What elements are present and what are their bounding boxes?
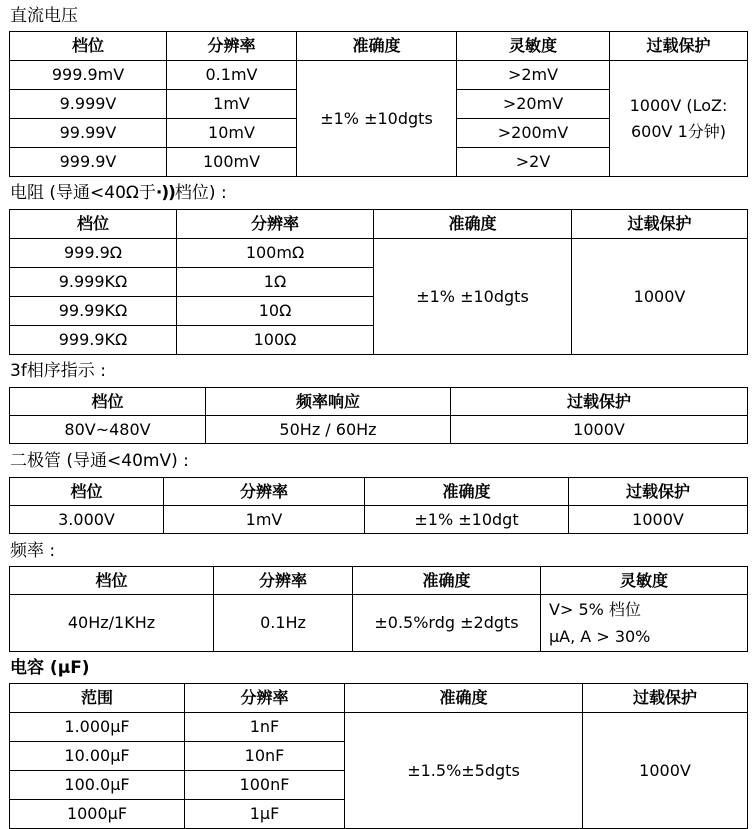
dcv-header-range: 档位 bbox=[10, 32, 167, 61]
res-table bbox=[9, 209, 748, 355]
dcv-sensitivity: >200mV bbox=[457, 119, 610, 148]
phase-table bbox=[9, 387, 748, 444]
table-row bbox=[10, 713, 748, 742]
dcv-resolution: 10mV bbox=[167, 119, 297, 148]
phase-header-overload: 过载保护 bbox=[451, 388, 748, 416]
freq-sensitivity-line: μA, A > 30% bbox=[549, 627, 651, 646]
cap-header-resolution: 分辨率 bbox=[185, 684, 345, 713]
res-range: 999.9KΩ bbox=[10, 326, 177, 355]
cap-header-range: 范围 bbox=[10, 684, 185, 713]
freq-title: 频率 : bbox=[10, 541, 56, 561]
res-resolution: 1Ω bbox=[177, 268, 374, 297]
diode-header-resolution: 分辨率 bbox=[164, 478, 365, 506]
table-row bbox=[10, 416, 748, 444]
dcv-header-overload: 过载保护 bbox=[610, 32, 748, 61]
res-resolution: 100mΩ bbox=[177, 239, 374, 268]
res-overload: 1000V bbox=[572, 239, 748, 355]
freq-header-resolution: 分辨率 bbox=[214, 567, 353, 595]
cap-range: 100.0μF bbox=[10, 771, 185, 800]
dcv-header-accuracy: 准确度 bbox=[297, 32, 457, 61]
table-row bbox=[10, 506, 748, 534]
res-title bbox=[10, 182, 227, 204]
dcv-table bbox=[9, 31, 748, 177]
cap-header-overload: 过载保护 bbox=[583, 684, 748, 713]
cap-overload: 1000V bbox=[583, 713, 748, 829]
dcv-header-resolution: 分辨率 bbox=[167, 32, 297, 61]
diode-resolution: 1mV bbox=[164, 506, 365, 534]
cap-resolution: 1nF bbox=[185, 713, 345, 742]
dcv-overload: 1000V (LoZ: 600V 1分钟) bbox=[610, 61, 748, 177]
res-title-prefix: 电阻 (导通<40Ω于 bbox=[10, 183, 156, 203]
dcv-resolution: 100mV bbox=[167, 148, 297, 177]
continuity-icon: ·)) bbox=[155, 183, 175, 203]
res-range: 999.9Ω bbox=[10, 239, 177, 268]
res-header-overload: 过载保护 bbox=[572, 210, 748, 239]
cap-resolution: 10nF bbox=[185, 742, 345, 771]
diode-table bbox=[9, 477, 748, 534]
freq-table bbox=[9, 566, 748, 652]
dcv-accuracy: ±1% ±10dgts bbox=[297, 61, 457, 177]
dcv-sensitivity: >2mV bbox=[457, 61, 610, 90]
table-row bbox=[10, 61, 748, 90]
phase-title: 3f相序指示 : bbox=[10, 361, 106, 381]
freq-range: 40Hz/1KHz bbox=[10, 595, 214, 652]
diode-header-range: 档位 bbox=[10, 478, 164, 506]
cap-resolution: 100nF bbox=[185, 771, 345, 800]
diode-overload: 1000V bbox=[569, 506, 748, 534]
freq-header-sensitivity: 灵敏度 bbox=[541, 567, 748, 595]
cap-title: 电容 (μF) bbox=[10, 658, 90, 678]
dcv-range: 999.9mV bbox=[10, 61, 167, 90]
res-header-range: 档位 bbox=[10, 210, 177, 239]
diode-title: 二极管 (导通<40mV) : bbox=[10, 451, 189, 471]
res-resolution: 10Ω bbox=[177, 297, 374, 326]
phase-frequency: 50Hz / 60Hz bbox=[206, 416, 451, 444]
cap-range: 10.00μF bbox=[10, 742, 185, 771]
freq-accuracy: ±0.5%rdg ±2dgts bbox=[353, 595, 541, 652]
res-accuracy: ±1% ±10dgts bbox=[374, 239, 572, 355]
res-range: 9.999KΩ bbox=[10, 268, 177, 297]
res-resolution: 100Ω bbox=[177, 326, 374, 355]
dcv-range: 999.9V bbox=[10, 148, 167, 177]
table-row bbox=[10, 239, 748, 268]
res-title-suffix: 档位) : bbox=[174, 183, 227, 203]
dcv-resolution: 0.1mV bbox=[167, 61, 297, 90]
cap-accuracy: ±1.5%±5dgts bbox=[345, 713, 583, 829]
phase-overload: 1000V bbox=[451, 416, 748, 444]
dcv-header-sensitivity: 灵敏度 bbox=[457, 32, 610, 61]
cap-table bbox=[9, 683, 748, 829]
dcv-sensitivity: >2V bbox=[457, 148, 610, 177]
table-row bbox=[10, 595, 748, 652]
phase-range: 80V~480V bbox=[10, 416, 206, 444]
res-header-accuracy: 准确度 bbox=[374, 210, 572, 239]
diode-accuracy: ±1% ±10dgt bbox=[365, 506, 569, 534]
cap-header-accuracy: 准确度 bbox=[345, 684, 583, 713]
diode-range: 3.000V bbox=[10, 506, 164, 534]
diode-header-accuracy: 准确度 bbox=[365, 478, 569, 506]
dcv-title: 直流电压 bbox=[10, 6, 78, 26]
cap-range: 1.000μF bbox=[10, 713, 185, 742]
dcv-range: 9.999V bbox=[10, 90, 167, 119]
dcv-resolution: 1mV bbox=[167, 90, 297, 119]
phase-header-range: 档位 bbox=[10, 388, 206, 416]
freq-header-accuracy: 准确度 bbox=[353, 567, 541, 595]
freq-resolution: 0.1Hz bbox=[214, 595, 353, 652]
diode-header-overload: 过载保护 bbox=[569, 478, 748, 506]
dcv-sensitivity: >20mV bbox=[457, 90, 610, 119]
dcv-range: 99.99V bbox=[10, 119, 167, 148]
freq-sensitivity bbox=[541, 595, 748, 652]
res-range: 99.99KΩ bbox=[10, 297, 177, 326]
cap-range: 1000μF bbox=[10, 800, 185, 829]
freq-header-range: 档位 bbox=[10, 567, 214, 595]
cap-resolution: 1μF bbox=[185, 800, 345, 829]
phase-header-frequency: 频率响应 bbox=[206, 388, 451, 416]
freq-sensitivity-line: V> 5% 档位 bbox=[549, 600, 641, 619]
res-header-resolution: 分辨率 bbox=[177, 210, 374, 239]
